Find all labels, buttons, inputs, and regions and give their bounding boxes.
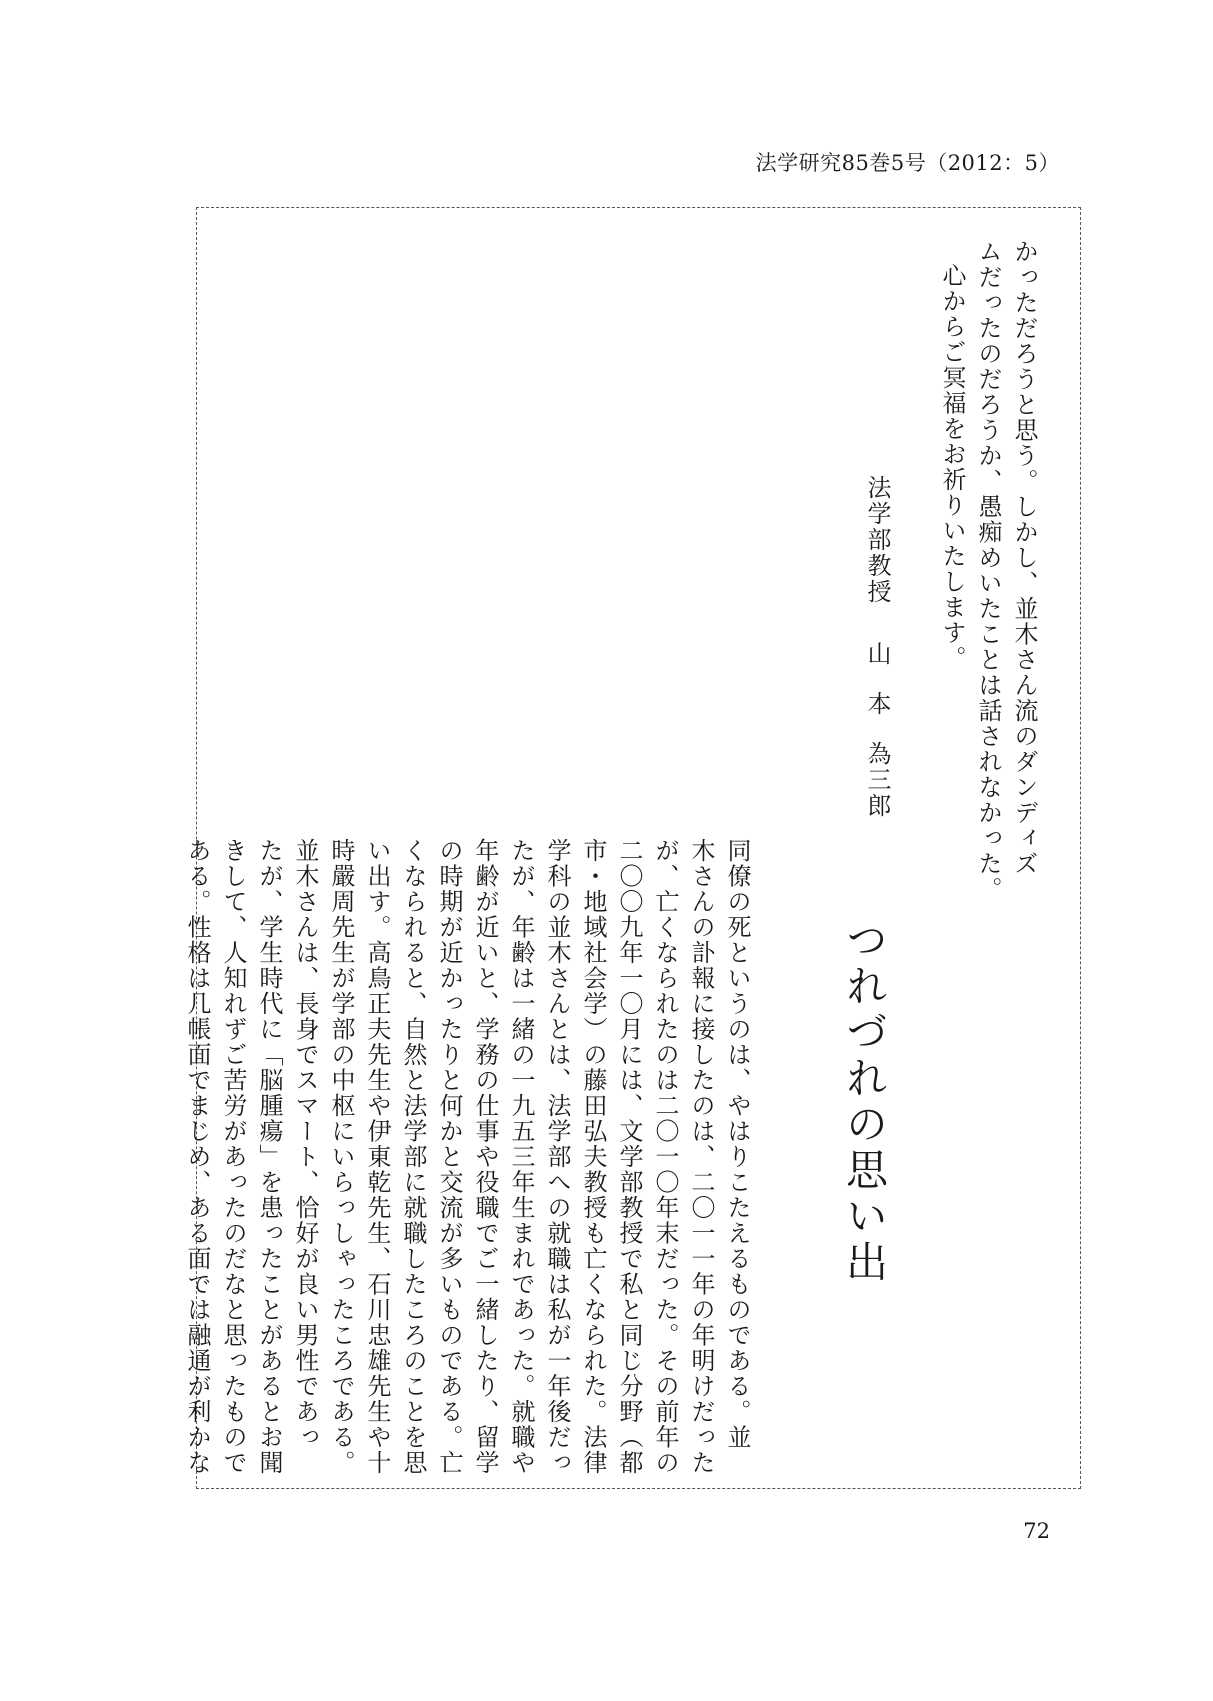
text-line: が、亡くなられたのは二〇一〇年末だった。その前年の — [651, 838, 679, 1476]
text-line: 市・地域社会学）の藤田弘夫教授も亡くなられた。法律 — [579, 838, 607, 1476]
author-name-part: 本 — [863, 691, 891, 717]
text-line: たが、年齢は一緒の一九五三年生まれであった。就職や — [507, 838, 535, 1476]
text-line: 同僚の死というのは、やはりこたえるものである。並 — [723, 838, 751, 1450]
article-title: つれづれの思い出 — [840, 918, 889, 1286]
text-line: 並木さんは、長身でスマート、恰好が良い男性であっ — [291, 838, 319, 1450]
journal-header: 法学研究85巻5号（2012：5） — [755, 151, 1060, 175]
author-signature — [859, 475, 895, 819]
author-name-part: 山 — [863, 641, 891, 667]
text-line: かっただろうと思う。しかし、並木さん流のダンディズ — [1010, 239, 1038, 877]
author-title: 法学部教授 — [863, 475, 891, 605]
article-body — [179, 838, 755, 1478]
text-line: 二〇〇九年一〇月には、文学部教授で私と同じ分野（都 — [615, 838, 643, 1476]
previous-article-ending — [934, 239, 1042, 902]
text-line: 年齢が近いと、学務の仕事や役職でご一緒したり、留学 — [471, 838, 499, 1476]
text-line: ムだったのだろうか、愚痴めいたことは話されなかった。 — [974, 239, 1002, 902]
text-line: きして、人知れずご苦労があったのだなと思ったもので — [219, 838, 247, 1476]
text-line: ある。性格は几帳面でまじめ、ある面では融通が利かな — [183, 838, 211, 1476]
text-line: 学科の並木さんとは、法学部への就職は私が一年後だっ — [543, 838, 571, 1476]
content-frame — [183, 207, 1081, 1489]
text-line: たが、学生時代に「脳腫瘍」を患ったことがあるとお聞 — [255, 838, 283, 1476]
text-line: 心からご冥福をお祈りいたします。 — [938, 263, 966, 671]
text-line: い出す。高鳥正夫先生や伊東乾先生、石川忠雄先生や十 — [363, 838, 391, 1476]
text-line: 木さんの訃報に接したのは、二〇一一年の年明けだった — [687, 838, 715, 1476]
text-line: 時嚴周先生が学部の中枢にいらっしゃったころである。 — [327, 838, 355, 1476]
text-line: くなられると、自然と法学部に就職したころのことを思 — [399, 838, 427, 1476]
page-number: 72 — [1023, 1519, 1050, 1543]
author-name-part: 為三郎 — [863, 741, 891, 819]
text-line: の時期が近かったりと何かと交流が多いものである。亡 — [435, 838, 463, 1476]
